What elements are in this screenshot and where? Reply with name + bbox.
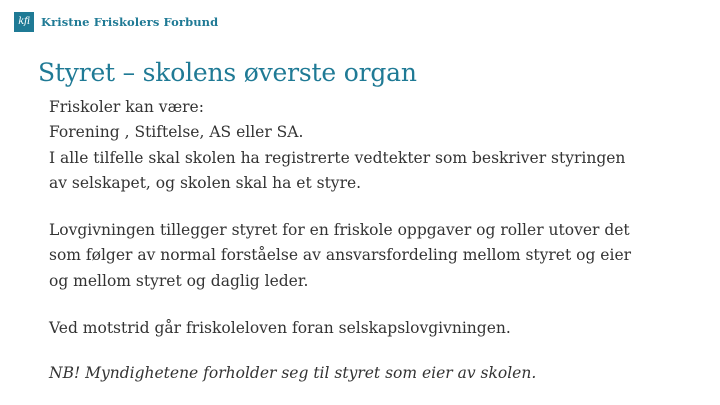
paragraph-1-line-3: I alle tilfelle skal skolen ha registrerte vedtekter som beskriver styringen	[49, 148, 626, 167]
paragraph-1-line-4: av selskapet, og skolen skal ha et styre.	[49, 173, 362, 192]
paragraph-3: Ved motstrid går friskoleloven foran selskapslovgivningen.	[49, 319, 511, 338]
logo	[14, 12, 218, 32]
paragraph-2-line-3: og mellom styret og daglig leder.	[49, 271, 309, 290]
note-text: NB! Myndighetene forholder seg til styret som eier av skolen.	[49, 364, 537, 383]
paragraph-spacer	[49, 196, 699, 218]
logo-name: Kristne Friskolers Forbund	[41, 15, 219, 29]
paragraph-spacer	[49, 341, 699, 361]
slide-title: Styret – skolens øverste organ	[38, 58, 417, 87]
paragraph-1-line-1: Friskoler kan være:	[49, 98, 204, 116]
paragraph-2-line-1: Lovgivningen tillegger styret for en friskole oppgaver og roller utover det	[49, 221, 630, 240]
slide-body	[49, 95, 699, 387]
paragraph-1-line-2: Forening , Stiftelse, AS eller SA.	[49, 123, 304, 142]
paragraph-spacer	[49, 294, 699, 316]
logo-mark-icon: kfi	[14, 12, 34, 32]
paragraph-2-line-2: som følger av normal forståelse av ansvarsfordeling mellom styret og eier	[49, 246, 632, 265]
